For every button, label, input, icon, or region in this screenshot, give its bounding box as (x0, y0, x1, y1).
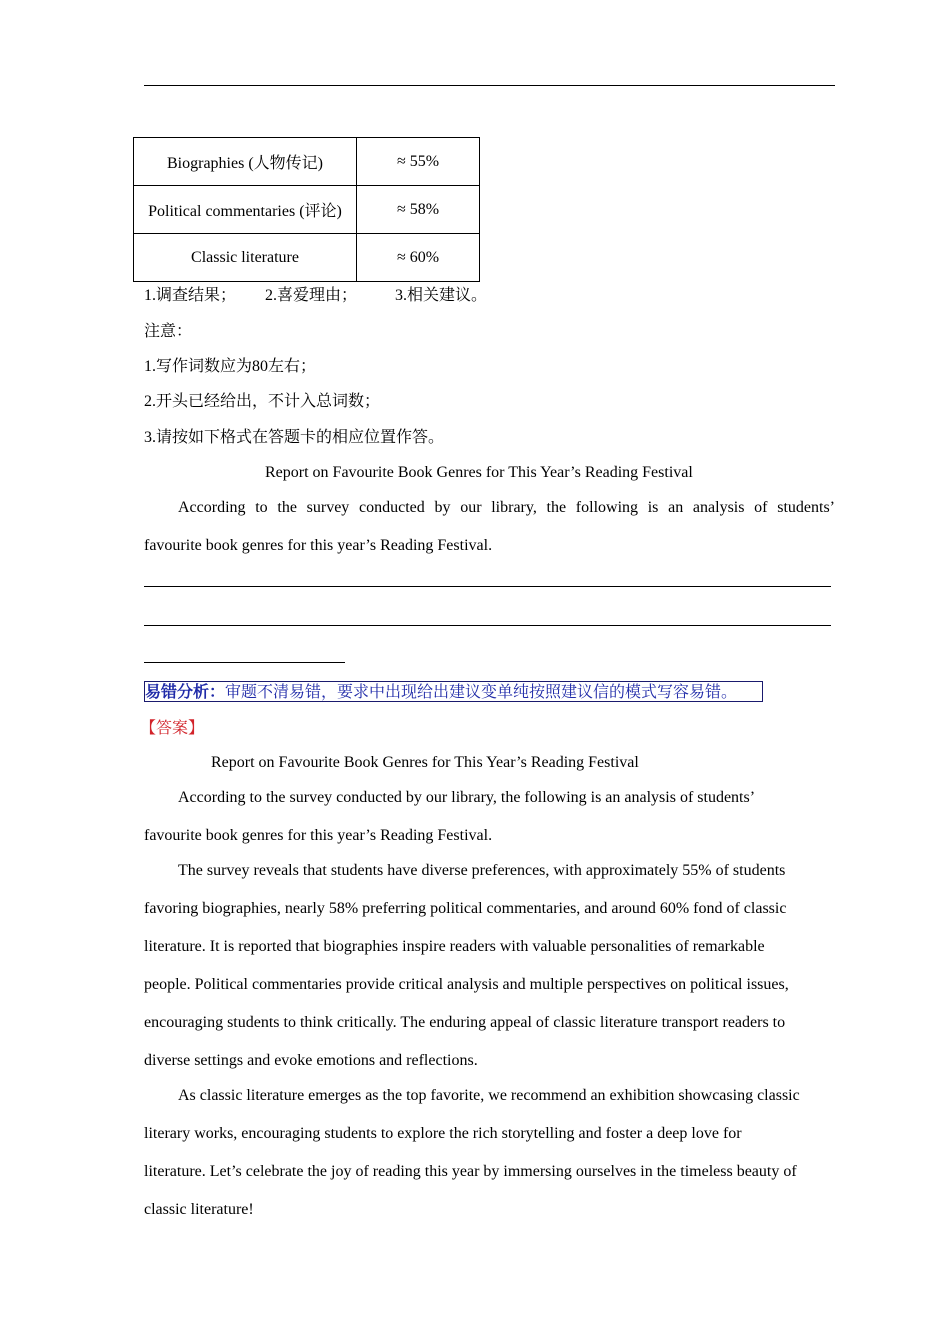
percent-cell: ≈ 55% (357, 138, 480, 186)
answer-body-line: diverse settings and evoke emotions and reflections. (144, 1052, 478, 1069)
percent-cell: ≈ 58% (357, 186, 480, 234)
error-analysis-text: 审题不清易错，要求中出现给出建议变单纯按照建议信的模式写容易错。 (225, 682, 738, 701)
answer-body-line: encouraging students to think critically. The enduring appeal of classic literature transport readers to (144, 1014, 786, 1031)
prompt-title: Report on Favourite Book Genres for This Year’s Reading Festival (265, 464, 693, 481)
table-row (134, 186, 480, 234)
answer-title: Report on Favourite Book Genres for This Year’s Reading Festival (211, 754, 639, 771)
answer-body-line: favoring biographies, nearly 58% preferring political commentaries, and around 60% fond of classic (144, 900, 787, 917)
genre-cell: Classic literature (134, 234, 357, 282)
answer-body-line: literature. It is reported that biographies inspire readers with valuable personalities of remarkable (144, 938, 765, 955)
answer-tag: 【答案】 (140, 718, 205, 737)
note-item: 2.开头已经给出，不计入总词数； (144, 393, 381, 410)
note-item: 3.请按如下格式在答题卡的相应位置作答。 (144, 429, 445, 446)
answer-blank-line (144, 586, 831, 587)
content-point: 2.喜爱理由； (265, 287, 358, 304)
note-item: 1.写作词数应为80左右； (144, 358, 317, 375)
prompt-line: favourite book genres for this year’s Reading Festival. (144, 537, 493, 554)
answer-blank-line (144, 625, 831, 626)
header-rule (144, 85, 835, 86)
answer-blank-line (144, 662, 345, 663)
table-row (134, 138, 480, 186)
error-analysis-label: 易错分析： (145, 682, 226, 701)
genre-cell: Political commentaries (评论) (134, 186, 357, 234)
genre-cell: Biographies (人物传记) (134, 138, 357, 186)
answer-body-line: The survey reveals that students have diverse preferences, with approximately 55% of students (178, 862, 786, 879)
answer-body-line: literary works, encouraging students to explore the rich storytelling and foster a deep love for (144, 1125, 742, 1142)
content-point: 3.相关建议。 (395, 287, 488, 304)
percent-cell: ≈ 60% (357, 234, 480, 282)
prompt-line: According to the survey conducted by our library, the following is an analysis of students’ (178, 499, 835, 516)
answer-body-line: people. Political commentaries provide critical analysis and multiple perspectives on political issues, (144, 976, 789, 993)
answer-intro-line: favourite book genres for this year’s Reading Festival. (144, 827, 493, 844)
answer-body-line: literature. Let’s celebrate the joy of reading this year by immersing ourselves in the timeless beauty of (144, 1163, 797, 1180)
error-analysis-box (144, 681, 763, 702)
content-points (144, 286, 487, 306)
answer-intro-line: According to the survey conducted by our library, the following is an analysis of students’ (178, 789, 756, 806)
content-point: 1.调查结果； (144, 287, 237, 304)
answer-body-line: classic literature! (144, 1201, 254, 1218)
survey-table (133, 137, 480, 282)
table-row (134, 234, 480, 282)
notes-heading: 注意： (144, 323, 193, 340)
answer-body-line: As classic literature emerges as the top favorite, we recommend an exhibition showcasing classic (178, 1087, 800, 1104)
